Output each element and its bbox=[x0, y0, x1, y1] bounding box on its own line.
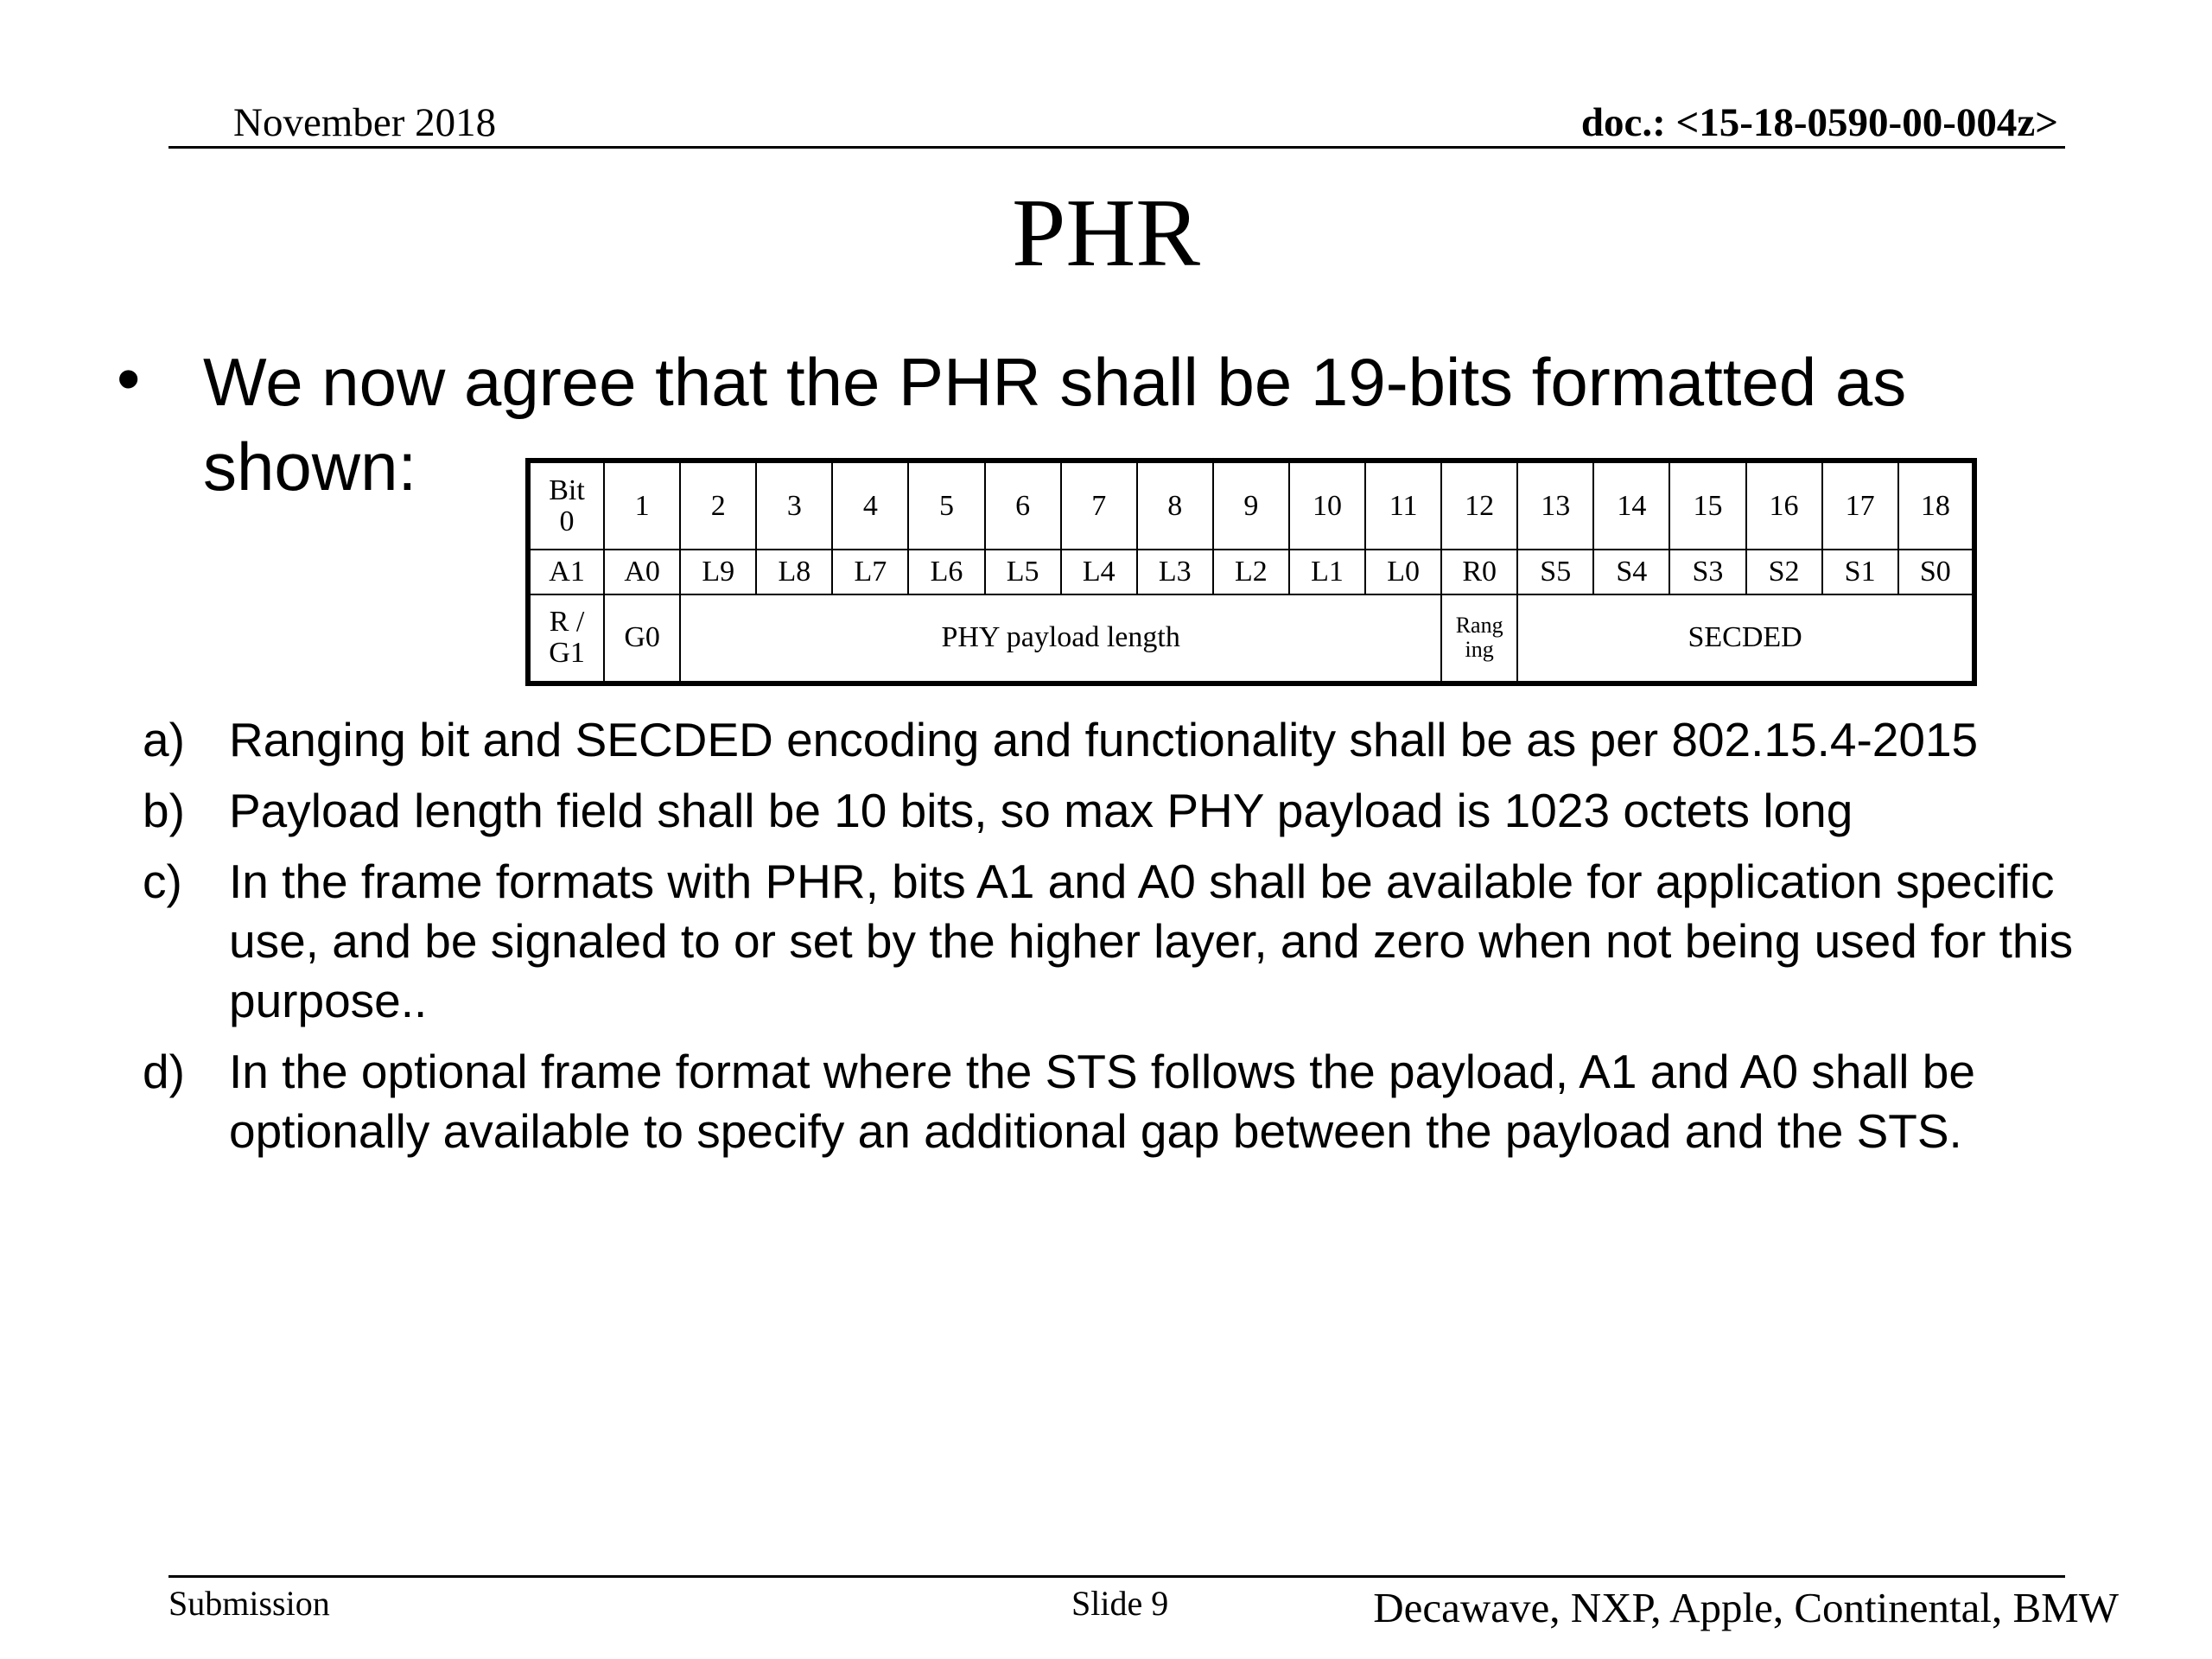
bit-number-cell: 13 bbox=[1517, 461, 1593, 550]
list-item bbox=[143, 781, 2113, 841]
phr-bit-table bbox=[525, 458, 1977, 686]
bit-number-cell: 16 bbox=[1746, 461, 1822, 550]
bit-name-cell: S2 bbox=[1746, 550, 1822, 594]
field-row bbox=[528, 594, 1974, 683]
bit-number-cell: 4 bbox=[832, 461, 908, 550]
footer-slide-number: Slide 9 bbox=[1071, 1584, 1169, 1623]
footer-divider bbox=[168, 1575, 2065, 1578]
bullet-text: We now agree that the PHR shall be 19-bits formatted as shown: bbox=[203, 344, 1907, 505]
bit-number-cell: 1 bbox=[604, 461, 680, 550]
header-divider bbox=[168, 146, 2065, 149]
bit-number-cell: 12 bbox=[1441, 461, 1517, 550]
bit-number-cell: 6 bbox=[985, 461, 1061, 550]
list-item bbox=[143, 710, 2113, 770]
list-item-label: c) bbox=[143, 855, 182, 908]
bit-number-cell: Bit 0 bbox=[528, 461, 604, 550]
bit-name-cell: S1 bbox=[1822, 550, 1898, 594]
bit-name-cell: S0 bbox=[1898, 550, 1974, 594]
bit-name-cell: L0 bbox=[1365, 550, 1441, 594]
list-item-text: Payload length field shall be 10 bits, so max PHY payload is 1023 octets long bbox=[229, 784, 1853, 837]
bit-number-cell: 15 bbox=[1669, 461, 1745, 550]
field-cell-g0: G0 bbox=[604, 594, 680, 683]
agreement-list bbox=[143, 710, 2113, 1173]
footer-submission: Submission bbox=[168, 1584, 330, 1623]
header-doc-id: doc.: <15-18-0590-00-004z> bbox=[1580, 100, 2058, 145]
bit-number-cell: 7 bbox=[1061, 461, 1137, 550]
field-cell-secded: SECDED bbox=[1517, 594, 1974, 683]
field-cell-payload-length: PHY payload length bbox=[680, 594, 1441, 683]
list-item-text: In the optional frame format where the STS follows the payload, A1 and A0 shall be optionally available to specify an additional gap between the payload and the STS. bbox=[229, 1045, 1975, 1158]
list-item-label: b) bbox=[143, 784, 185, 837]
bit-name-cell: L2 bbox=[1213, 550, 1289, 594]
list-item-label: d) bbox=[143, 1045, 185, 1098]
bullet-symbol: • bbox=[117, 340, 141, 416]
bit-number-cell: 11 bbox=[1365, 461, 1441, 550]
bit-name-cell: S3 bbox=[1669, 550, 1745, 594]
bit-name-cell: L4 bbox=[1061, 550, 1137, 594]
list-item-text: In the frame formats with PHR, bits A1 and A0 shall be available for application specific use, and be signaled to or set by the higher layer, and zero when not being used for this purpose.. bbox=[229, 855, 2074, 1027]
bit-number-cell: 3 bbox=[756, 461, 832, 550]
field-cell-ranging: Rang ing bbox=[1441, 594, 1517, 683]
bit-number-cell: 14 bbox=[1593, 461, 1669, 550]
bit-name-cell: L9 bbox=[680, 550, 756, 594]
list-item bbox=[143, 1042, 2113, 1161]
bit-name-cell: R0 bbox=[1441, 550, 1517, 594]
bit-number-cell: 17 bbox=[1822, 461, 1898, 550]
bit-name-cell: L8 bbox=[756, 550, 832, 594]
bit-number-cell: 8 bbox=[1137, 461, 1213, 550]
list-item-text: Ranging bit and SECDED encoding and functionality shall be as per 802.15.4-2015 bbox=[229, 713, 1979, 766]
bit-number-cell: 18 bbox=[1898, 461, 1974, 550]
bit-number-cell: 9 bbox=[1213, 461, 1289, 550]
bit-name-cell: A0 bbox=[604, 550, 680, 594]
bit-name-cell: A1 bbox=[528, 550, 604, 594]
slide-title: PHR bbox=[1012, 180, 1200, 287]
bit-number-cell: 5 bbox=[908, 461, 984, 550]
bit-name-row bbox=[528, 550, 1974, 594]
bit-name-cell: S4 bbox=[1593, 550, 1669, 594]
bit-name-cell: L3 bbox=[1137, 550, 1213, 594]
list-item-label: a) bbox=[143, 713, 185, 766]
bit-name-cell: L6 bbox=[908, 550, 984, 594]
bit-number-cell: 2 bbox=[680, 461, 756, 550]
bit-name-cell: L1 bbox=[1289, 550, 1365, 594]
list-item bbox=[143, 852, 2113, 1031]
bit-name-cell: S5 bbox=[1517, 550, 1593, 594]
footer-authors: Decawave, NXP, Apple, Continental, BMW bbox=[1373, 1584, 2119, 1631]
bit-number-cell: 10 bbox=[1289, 461, 1365, 550]
bit-name-cell: L5 bbox=[985, 550, 1061, 594]
header-date: November 2018 bbox=[233, 100, 497, 145]
bit-number-row bbox=[528, 461, 1974, 550]
field-cell-r-g1: R / G1 bbox=[528, 594, 604, 683]
bit-name-cell: L7 bbox=[832, 550, 908, 594]
